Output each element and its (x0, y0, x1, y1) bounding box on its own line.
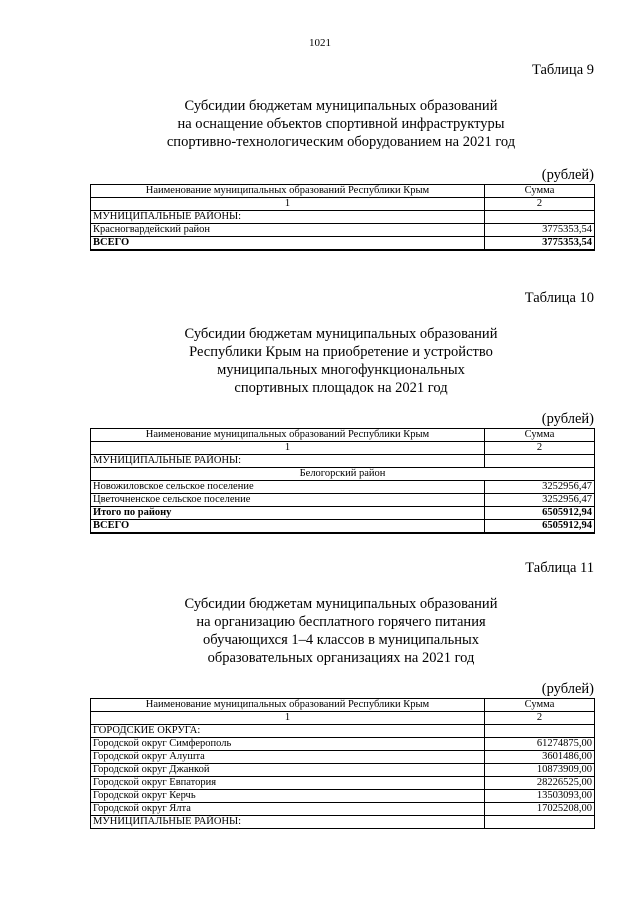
row-sum: 3252956,47 (485, 481, 595, 494)
column-number-2: 2 (485, 198, 595, 211)
row-name: Городской округ Алушта (91, 751, 485, 764)
header-sum-cell: Сумма (485, 429, 595, 442)
table-10-title (90, 325, 592, 397)
row-sum: 28226525,00 (485, 777, 595, 790)
total-row (91, 237, 595, 251)
total-label: ВСЕГО (91, 520, 485, 534)
column-number-row (91, 712, 595, 725)
title-line: муниципальных многофункциональных (217, 362, 465, 378)
header-row (91, 185, 595, 198)
row-name: Красногвардейский район (91, 224, 485, 237)
table-9-title (90, 97, 592, 151)
row-name: Городской округ Керчь (91, 790, 485, 803)
row-name: Цветочненское сельское поселение (91, 494, 485, 507)
row-sum: 10873909,00 (485, 764, 595, 777)
title-line: на организацию бесплатного горячего питания (196, 614, 486, 630)
header-name-cell: Наименование муниципальных образований Республики Крым (91, 185, 485, 198)
row-sum: 3252956,47 (485, 494, 595, 507)
row-sum: 13503093,00 (485, 790, 595, 803)
district-total-sum: 6505912,94 (485, 507, 595, 520)
column-number-1: 1 (91, 198, 485, 211)
unit-label: (рублей) (541, 411, 594, 427)
table-row (91, 481, 595, 494)
column-number-2: 2 (485, 442, 595, 455)
table-row (91, 777, 595, 790)
table-row (91, 751, 595, 764)
column-number-row (91, 198, 595, 211)
title-line: спортивно-технологическим оборудованием на 2021 год (166, 134, 516, 150)
total-sum: 6505912,94 (485, 520, 595, 534)
title-line: спортивных площадок на 2021 год (234, 380, 448, 396)
total-label: ВСЕГО (91, 237, 485, 251)
row-sum: 61274875,00 (485, 738, 595, 751)
section-label: МУНИЦИПАЛЬНЫЕ РАЙОНЫ: (91, 816, 485, 829)
total-sum: 3775353,54 (485, 237, 595, 251)
table-row (91, 738, 595, 751)
row-name: Городской округ Евпатория (91, 777, 485, 790)
title-line: Республики Крым на приобретение и устройство (189, 344, 493, 360)
row-name: Городской округ Джанкой (91, 764, 485, 777)
page-number: 1021 (309, 37, 331, 49)
header-sum-cell: Сумма (485, 699, 595, 712)
row-sum: 3775353,54 (485, 224, 595, 237)
district-total-label: Итого по району (91, 507, 485, 520)
column-number-1: 1 (91, 712, 485, 725)
table-9 (90, 184, 595, 251)
column-number-row (91, 442, 595, 455)
section-row (91, 725, 595, 738)
district-total-row (91, 507, 595, 520)
header-name-cell: Наименование муниципальных образований Республики Крым (91, 699, 485, 712)
row-sum: 3601486,00 (485, 751, 595, 764)
table-11-label: Таблица 11 (525, 560, 594, 576)
section-row (91, 816, 595, 829)
title-line: Субсидии бюджетам муниципальных образований (184, 596, 498, 612)
unit-label: (рублей) (541, 681, 594, 697)
empty-cell (485, 455, 595, 468)
empty-cell (485, 816, 595, 829)
title-line: образовательных организациях на 2021 год (207, 650, 475, 666)
table-11 (90, 698, 595, 829)
table-row (91, 790, 595, 803)
table-row (91, 764, 595, 777)
table-10-label: Таблица 10 (524, 290, 594, 306)
table-row (91, 803, 595, 816)
table-9-label: Таблица 9 (531, 62, 594, 78)
district-row (91, 468, 595, 481)
title-line: Субсидии бюджетам муниципальных образований (184, 98, 498, 114)
section-label: ГОРОДСКИЕ ОКРУГА: (91, 725, 485, 738)
row-name: Новожиловское сельское поселение (91, 481, 485, 494)
empty-cell (485, 725, 595, 738)
table-row (91, 224, 595, 237)
table-row (91, 494, 595, 507)
header-row (91, 699, 595, 712)
section-label: МУНИЦИПАЛЬНЫЕ РАЙОНЫ: (91, 455, 485, 468)
header-sum-cell: Сумма (485, 185, 595, 198)
header-row (91, 429, 595, 442)
table-11-title (90, 595, 592, 667)
title-line: Субсидии бюджетам муниципальных образований (184, 326, 498, 342)
row-sum: 17025208,00 (485, 803, 595, 816)
district-label: Белогорский район (91, 468, 595, 481)
row-name: Городской округ Симферополь (91, 738, 485, 751)
section-row (91, 455, 595, 468)
empty-cell (485, 211, 595, 224)
unit-label: (рублей) (541, 167, 594, 183)
section-row (91, 211, 595, 224)
title-line: на оснащение объектов спортивной инфраструктуры (177, 116, 505, 132)
table-10 (90, 428, 595, 534)
section-label: МУНИЦИПАЛЬНЫЕ РАЙОНЫ: (91, 211, 485, 224)
title-line: обучающихся 1–4 классов в муниципальных (203, 632, 479, 648)
total-row (91, 520, 595, 534)
column-number-1: 1 (91, 442, 485, 455)
column-number-2: 2 (485, 712, 595, 725)
header-name-cell: Наименование муниципальных образований Республики Крым (91, 429, 485, 442)
row-name: Городской округ Ялта (91, 803, 485, 816)
